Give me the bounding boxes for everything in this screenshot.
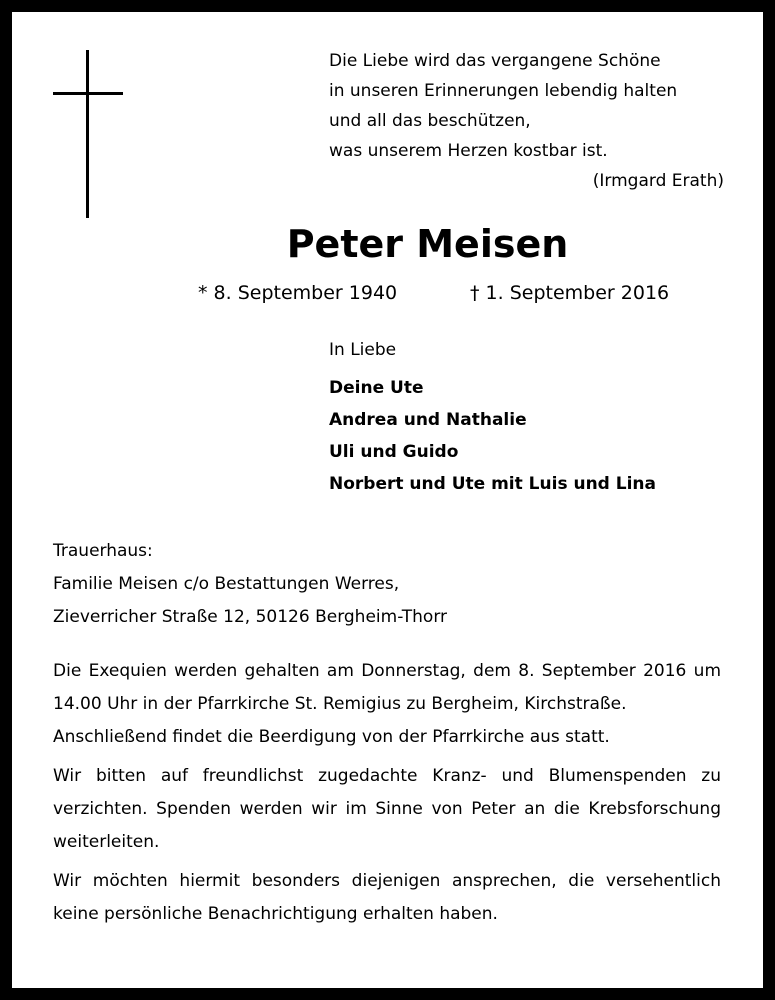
address-label: Trauerhaus: [53, 541, 153, 561]
mourner-name: Uli und Guido [329, 442, 459, 462]
mourner-name: Andrea und Nathalie [329, 410, 527, 430]
motto-line: was unserem Herzen kostbar ist. [329, 141, 608, 161]
mourners-intro: In Liebe [329, 340, 397, 360]
birth-date: * 8. September 1940 [198, 282, 398, 304]
cross-vertical-bar [86, 50, 89, 218]
address-line: Zieverricher Straße 12, 50126 Bergheim-Thorr [53, 607, 448, 627]
cross-horizontal-bar [53, 92, 123, 95]
motto-line: Die Liebe wird das vergangene Schöne [329, 51, 661, 71]
mourner-name: Norbert und Ute mit Luis und Lina [329, 474, 657, 494]
motto-line: in unseren Erinnerungen lebendig halten [329, 81, 678, 101]
mourners-block [329, 334, 656, 500]
motto-line: und all das beschützen, [329, 111, 531, 131]
funeral-details [53, 655, 721, 931]
funeral-paragraph: Wir möchten hiermit besonders diejenigen ansprechen, die versehentlich keine persönliche Benachrichtigung erhalten haben. [53, 871, 721, 924]
deceased-name: Peter Meisen [286, 222, 569, 266]
mourning-house-address [53, 535, 447, 634]
mourner-name: Deine Ute [329, 378, 424, 398]
motto-source: (Irmgard Erath) [592, 171, 724, 191]
death-date: † 1. September 2016 [470, 282, 670, 304]
funeral-paragraph: Die Exequien werden gehalten am Donnerstag, dem 8. September 2016 um 14.00 Uhr in der Pfarrkirche St. Remigius zu Bergheim, Kirchstraße. [53, 661, 721, 714]
address-line: Familie Meisen c/o Bestattungen Werres, [53, 574, 400, 594]
funeral-paragraph: Anschließend findet die Beerdigung von der Pfarrkirche aus statt. [53, 727, 610, 747]
motto-quote [329, 46, 724, 196]
funeral-paragraph: Wir bitten auf freundlichst zugedachte Kranz- und Blumenspenden zu verzichten. Spenden werden wir im Sinne von Peter an die Krebsforschung weiterleiten. [53, 766, 721, 852]
